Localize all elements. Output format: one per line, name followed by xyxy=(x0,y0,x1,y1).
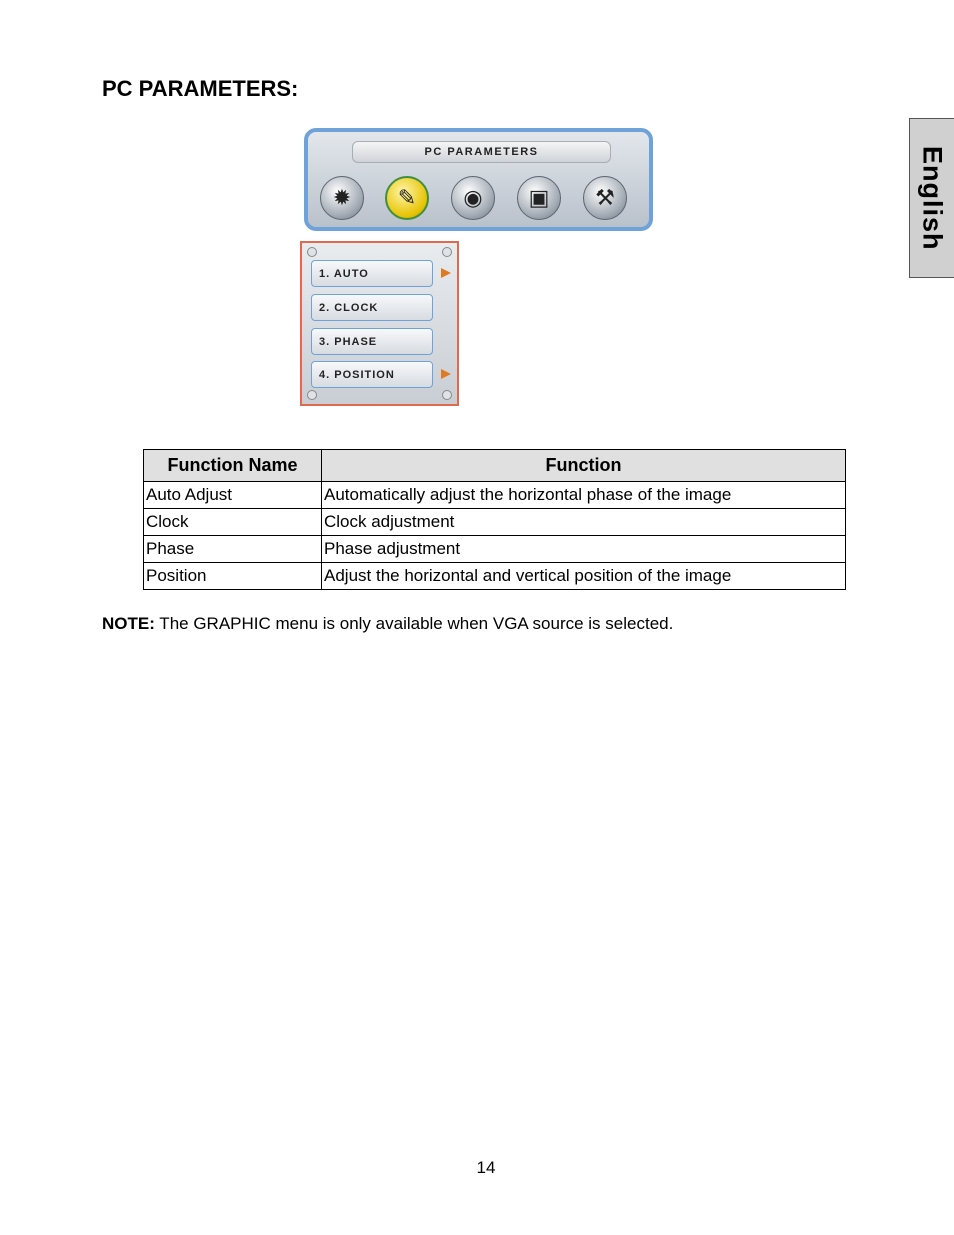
function-name-cell: Clock xyxy=(144,509,322,536)
function-cell: Phase adjustment xyxy=(322,536,846,563)
table-header-row xyxy=(144,450,846,482)
function-name-cell: Auto Adjust xyxy=(144,482,322,509)
screw-icon xyxy=(442,247,452,257)
column-header: Function Name xyxy=(144,450,322,482)
function-cell: Automatically adjust the horizontal phase of the image xyxy=(322,482,846,509)
language-tab-label: English xyxy=(917,145,948,251)
brightness-icon: ✹ xyxy=(320,176,364,220)
column-header: Function xyxy=(322,450,846,482)
menu-item-clock: 2. CLOCK xyxy=(311,294,433,321)
osd-top-bar xyxy=(304,128,653,231)
table-row xyxy=(144,536,846,563)
function-table xyxy=(143,449,846,590)
screw-icon xyxy=(442,390,452,400)
pc-parameters-icon: ✎ xyxy=(385,176,429,220)
page-title: PC PARAMETERS: xyxy=(102,76,299,101)
note-text: The GRAPHIC menu is only available when VGA source is selected. xyxy=(154,614,674,633)
function-cell: Adjust the horizontal and vertical position of the image xyxy=(322,563,846,590)
language-tab xyxy=(909,118,954,278)
tools-icon: ⚒ xyxy=(583,176,627,220)
arrow-right-icon xyxy=(441,268,451,278)
screw-icon xyxy=(307,247,317,257)
note-paragraph xyxy=(102,614,673,634)
menu-item-position: 4. POSITION xyxy=(311,361,433,388)
note-label: NOTE: xyxy=(102,614,155,633)
menu-item-auto: 1. AUTO xyxy=(311,260,433,287)
function-name-cell: Position xyxy=(144,563,322,590)
function-name-cell: Phase xyxy=(144,536,322,563)
audio-icon: ◉ xyxy=(451,176,495,220)
table-row xyxy=(144,482,846,509)
menu-item-phase: 3. PHASE xyxy=(311,328,433,355)
arrow-right-icon xyxy=(441,369,451,379)
table-row xyxy=(144,563,846,590)
display-icon: ▣ xyxy=(517,176,561,220)
osd-submenu xyxy=(300,241,459,406)
function-cell: Clock adjustment xyxy=(322,509,846,536)
page-number: 14 xyxy=(476,1158,496,1177)
osd-title: PC PARAMETERS xyxy=(352,141,611,163)
screw-icon xyxy=(307,390,317,400)
table-row xyxy=(144,509,846,536)
